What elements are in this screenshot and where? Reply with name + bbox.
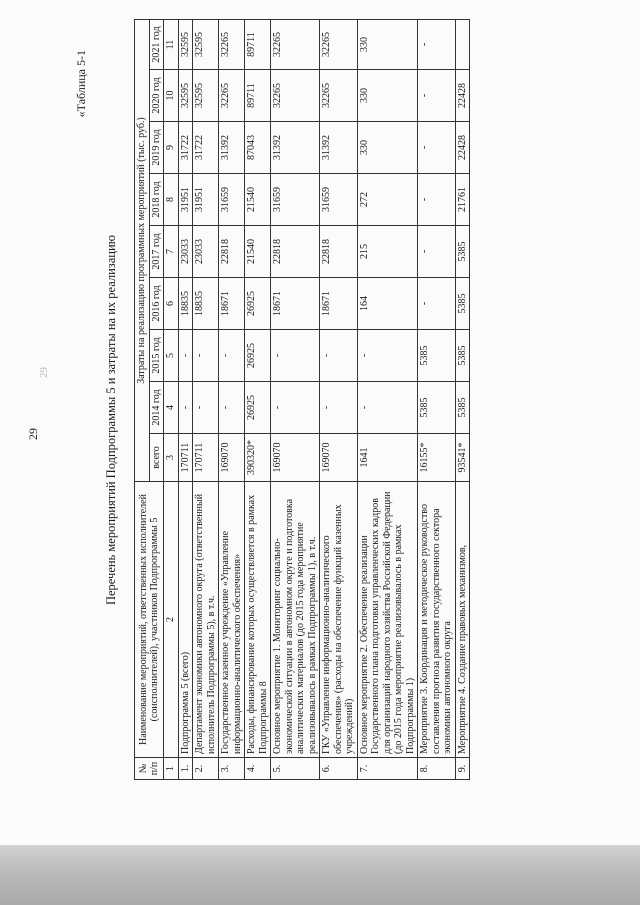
index-cell: 3 [164,434,179,482]
row-number: 6. [320,758,358,780]
row-year-value: 31722 [193,122,219,174]
table-row [357,20,418,780]
row-year-value: - [357,382,418,434]
row-year-value: 32265 [271,70,320,122]
row-number: 7. [357,758,418,780]
row-year-value: 31722 [178,122,193,174]
row-year-value: 31392 [219,122,245,174]
row-year-value: 5385 [418,382,456,434]
row-number: 2. [193,758,219,780]
row-total-value: 170711 [193,434,219,482]
row-year-value: 23033 [193,226,219,278]
row-year-value: - [193,382,219,434]
row-year-value: 31659 [320,174,358,226]
row-total-value: 169070 [271,434,320,482]
row-year-value: 330 [357,20,418,70]
row-number: 8. [418,758,456,780]
table-row [418,20,456,780]
row-name: Основное мероприятие 2. Обеспечение реализации Государственного плана подготовки управленческих кадров для организаций народного хозяйства Российской Федерации (до 2015 года мероприятие реализовывалось в рамках Подпрограммы 1) [357,482,418,758]
col-header-year: 2014 год [149,382,164,434]
row-number: 3. [219,758,245,780]
col-header-year: 2019 год [149,122,164,174]
row-year-value: 215 [357,226,418,278]
row-name: Департамент экономики автономного округа (ответственный исполнитель Подпрограммы 5), в т.ч. [193,482,219,758]
row-year-value: 18671 [320,278,358,330]
row-total-value: 169070 [320,434,358,482]
row-year-value: - [418,122,456,174]
table-row [178,20,193,780]
row-year-value: 32265 [219,70,245,122]
page-number: 29 [26,428,40,440]
row-year-value: - [357,330,418,382]
row-name: Расходы, финансирование которых осуществляется в рамках Подпрограммы 8 [245,482,271,758]
row-year-value: 31951 [193,174,219,226]
header-index-row [164,20,179,780]
header-row-1 [135,20,150,780]
col-header-total: всего [149,434,164,482]
col-header-costs: Затраты на реализацию программных мероприятий (тыс. руб.) [135,20,150,482]
row-year-value: - [418,278,456,330]
row-year-value: - [320,382,358,434]
index-cell: 6 [164,278,179,330]
row-year-value: 18835 [193,278,219,330]
row-year-value: 164 [357,278,418,330]
row-year-value: 31392 [271,122,320,174]
row-year-value: 32595 [193,20,219,70]
index-cell: 10 [164,70,179,122]
row-year-value: - [178,330,193,382]
row-year-value: - [418,70,456,122]
row-number: 9. [455,758,470,780]
row-year-value: 18671 [271,278,320,330]
row-year-value: 23033 [178,226,193,278]
row-year-value: 89711 [245,20,271,70]
table-row [219,20,245,780]
table-title: Перечень мероприятий Подпрограммы 5 и затраты на их реализацию [104,234,118,606]
row-year-value: 330 [357,122,418,174]
row-year-value: 5385 [455,382,470,434]
row-year-value: - [418,226,456,278]
row-year-value: 32265 [219,20,245,70]
index-cell: 1 [164,758,179,780]
row-name: Государственное казенное учреждение «Управление информационно-аналитического обеспечения» [219,482,245,758]
row-name: Основное мероприятие 1. Мониторинг социально-экономической ситуации в автономном округе и подготовка аналитических материалов (до 2015 года мероприятие реализовывалось в рамках Подпрограммы 1), в т.ч. [271,482,320,758]
col-header-year: 2020 год [149,70,164,122]
row-year-value: - [418,174,456,226]
row-name: Мероприятие 3. Координация и методическое руководство составления прогноза развития государственного сектора экономики автономного округа [418,482,456,758]
row-year-value: 32265 [320,70,358,122]
table-row [455,20,470,780]
index-cell: 9 [164,122,179,174]
table-row [245,20,271,780]
row-year-value: - [271,330,320,382]
row-year-value: 89711 [245,70,271,122]
row-year-value: - [219,382,245,434]
row-year-value: 31659 [219,174,245,226]
row-year-value: 5385 [455,330,470,382]
row-year-value: 22818 [320,226,358,278]
row-year-value: - [178,382,193,434]
row-number: 5. [271,758,320,780]
table-row [193,20,219,780]
col-header-year: 2021 год [149,20,164,70]
row-year-value: 18671 [219,278,245,330]
row-year-value: 32595 [178,20,193,70]
row-year-value: - [193,330,219,382]
row-year-value: 87043 [245,122,271,174]
row-year-value: 31392 [320,122,358,174]
row-total-value: 1641 [357,434,418,482]
row-total-value: 93541* [455,434,470,482]
row-year-value: 26925 [245,278,271,330]
row-name: Мероприятие 4. Создание правовых механизмов, [455,482,470,758]
row-year-value: - [418,20,456,70]
col-header-num: № п/п [135,758,164,780]
scan-shadow [0,845,640,905]
row-year-value: 31951 [178,174,193,226]
row-year-value: 31659 [271,174,320,226]
col-header-name: Наименование мероприятий, ответственных исполнителей (соисполнителей), участников Подпрограммы 5 [135,482,164,758]
index-cell: 4 [164,382,179,434]
row-year-value: 22428 [455,122,470,174]
row-year-value: - [271,382,320,434]
col-header-year: 2017 год [149,226,164,278]
row-name: Подпрограмма 5 (всего) [178,482,193,758]
row-total-value: 16155* [418,434,456,482]
row-total-value: 169070 [219,434,245,482]
row-year-value: 32595 [193,70,219,122]
index-cell: 11 [164,20,179,70]
row-year-value: 330 [357,70,418,122]
row-year-value: 5385 [455,226,470,278]
row-year-value [455,20,470,70]
table-row [320,20,358,780]
index-cell: 8 [164,174,179,226]
ghost-page-number: 29 [38,367,50,378]
row-total-value: 390320* [245,434,271,482]
row-year-value: 32265 [271,20,320,70]
row-year-value: 26925 [245,382,271,434]
row-year-value: 26925 [245,330,271,382]
col-header-year: 2016 год [149,278,164,330]
row-year-value: 22818 [271,226,320,278]
table-label: «Таблица 5-1 [74,50,88,118]
row-year-value: 5385 [418,330,456,382]
row-year-value: 32595 [178,70,193,122]
row-number: 1. [178,758,193,780]
row-number: 4. [245,758,271,780]
row-year-value: 22818 [219,226,245,278]
row-name: ГКУ «Управление информационно-аналитического обеспечения» (расходы на обеспечение функций казенных учреждений) [320,482,358,758]
rotated-content [20,20,620,820]
row-year-value: - [219,330,245,382]
index-cell: 5 [164,330,179,382]
row-year-value: 21540 [245,226,271,278]
col-header-year: 2015 год [149,330,164,382]
row-year-value: 32265 [320,20,358,70]
row-year-value: 5385 [455,278,470,330]
index-cell: 7 [164,226,179,278]
row-year-value: 22428 [455,70,470,122]
row-total-value: 170711 [178,434,193,482]
col-header-year: 2018 год [149,174,164,226]
row-year-value: 18835 [178,278,193,330]
row-year-value: 21761 [455,174,470,226]
table-row [271,20,320,780]
measures-table [134,19,470,780]
row-year-value: - [320,330,358,382]
index-cell: 2 [164,482,179,758]
row-year-value: 272 [357,174,418,226]
row-year-value: 21540 [245,174,271,226]
